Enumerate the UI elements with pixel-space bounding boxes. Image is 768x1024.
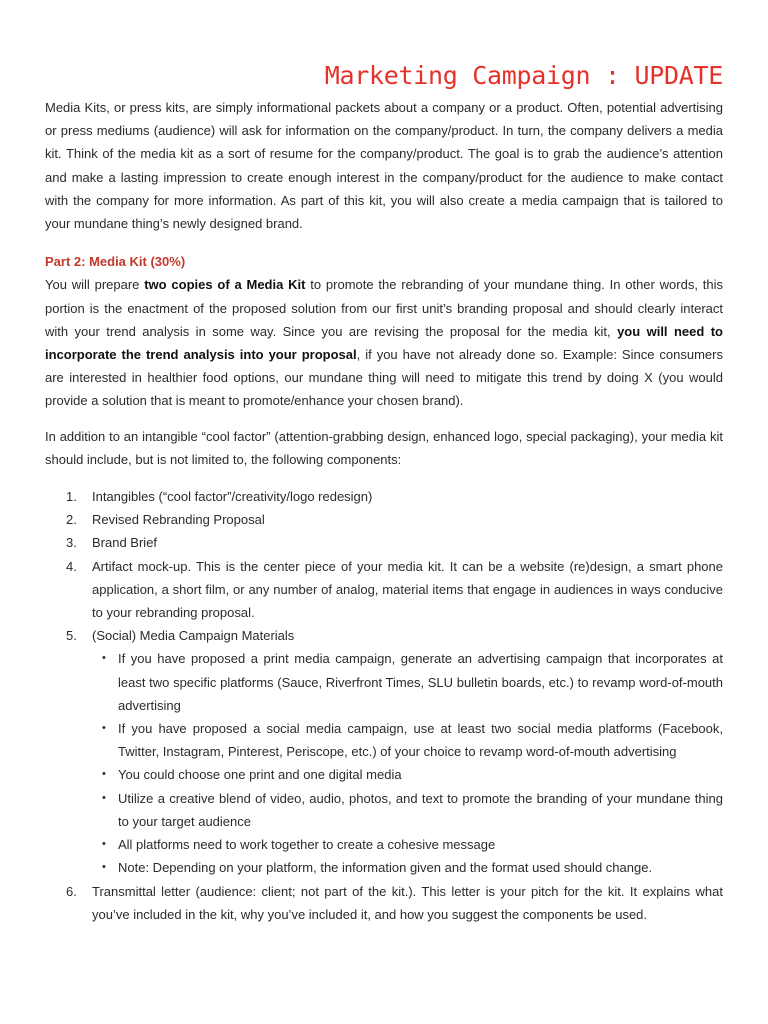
component-number: 1. — [66, 489, 77, 505]
sub-list-item — [92, 787, 723, 833]
sub-item-text: You could choose one print and one digital media — [118, 767, 402, 783]
bullet-icon: • — [102, 768, 106, 781]
part-2-text-e: , if you have not already done so. Example: Since consumers are interested in healthier food options, our mundane thing will need to mitigate this trend by doing X (you would provide a solution that is meant to promote/enhance your chosen brand). — [45, 347, 723, 409]
component-text: Transmittal letter (audience: client; not part of the kit.). This letter is your pitch for the kit. It explains what you’ve included in the kit, why you’ve included it, and how you suggest the components be used. — [92, 883, 723, 922]
components-intro-paragraph: In addition to an intangible “cool factor” (attention-grabbing design, enhanced logo, special packaging), your media kit should include, but is not limited to, the following components: — [45, 428, 723, 467]
sub-list-item — [92, 763, 723, 786]
component-text: (Social) Media Campaign Materials — [92, 628, 295, 644]
document-title: Marketing Campaign : UPDATE — [324, 61, 723, 90]
part-2-paragraph — [45, 273, 723, 412]
component-text: Intangibles (“cool factor”/creativity/logo redesign) — [92, 489, 373, 505]
component-item — [45, 880, 723, 926]
campaign-materials-sublist — [92, 647, 723, 879]
component-text: Revised Rebranding Proposal — [92, 512, 265, 528]
component-item — [45, 624, 723, 879]
component-item — [45, 555, 723, 625]
part-2-text-a: You will prepare — [45, 277, 145, 293]
component-number: 6. — [66, 883, 77, 899]
bullet-icon: • — [102, 791, 106, 804]
sub-list-item — [92, 647, 723, 717]
component-number: 3. — [66, 535, 77, 551]
document-page — [45, 58, 723, 926]
bullet-icon: • — [102, 722, 106, 735]
components-list — [45, 485, 723, 926]
sub-list-item — [92, 856, 723, 879]
component-number: 5. — [66, 628, 77, 644]
sub-item-text: If you have proposed a print media campaign, generate an advertising campaign that incorporates at least two specific platforms (Sauce, Riverfront Times, SLU bulletin boards, etc.) to revamp word-of-mouth advertising — [118, 651, 723, 713]
sub-list-item — [92, 717, 723, 763]
sub-item-text: Utilize a creative blend of video, audio, photos, and text to promote the branding of your mundane thing to your target audience — [118, 790, 723, 829]
component-text: Artifact mock-up. This is the center piece of your media kit. It can be a website (re)design, a smart phone application, a short film, or any number of analog, material items that engage in audiences in ways conducive to your rebranding proposal. — [92, 558, 723, 621]
component-item — [45, 531, 723, 554]
bullet-icon: • — [102, 838, 106, 851]
sub-list-item — [92, 833, 723, 856]
component-item — [45, 485, 723, 508]
bullet-icon: • — [102, 652, 106, 665]
section-heading-part-2: Part 2: Media Kit (30%) — [45, 254, 186, 270]
part-2-bold-copies: two copies of a Media Kit — [144, 277, 306, 293]
part-2-bold-incorporate: you will need to incorporate the trend analysis into your proposal — [45, 323, 723, 363]
sub-item-text: All platforms need to work together to create a cohesive message — [118, 837, 496, 853]
component-number: 2. — [66, 512, 77, 528]
bullet-icon: • — [102, 861, 106, 874]
component-item — [45, 508, 723, 531]
intro-paragraph: Media Kits, or press kits, are simply informational packets about a company or a product. Often, potential advertising or press mediums (audience) will ask for information on the company/product. In turn, the company delivers a media kit. Think of the media kit as a sort of resume for the company/product. The goal is to grab the audience’s attention and make a lasting impression to create enough interest in the company/product for the audience to make contact with the company for more information. As part of this kit, you will also create a media campaign that is tailored to your mundane thing’s newly designed brand. — [45, 100, 723, 232]
component-text: Brand Brief — [92, 535, 158, 551]
sub-item-text: Note: Depending on your platform, the information given and the format used should change. — [118, 860, 653, 876]
component-number: 4. — [66, 558, 77, 574]
sub-item-text: If you have proposed a social media campaign, use at least two social media platforms (Facebook, Twitter, Instagram, Pinterest, Periscope, etc.) of your choice to revamp word-of-mouth advertising — [118, 721, 723, 760]
part-2-text-c: to promote the rebranding of your mundane thing. In other words, this portion is the enactment of the proposed solution from our first unit’s branding proposal and should clearly interact with your trend analysis in some way. Since you are revising the proposal for the media kit, — [45, 277, 723, 339]
